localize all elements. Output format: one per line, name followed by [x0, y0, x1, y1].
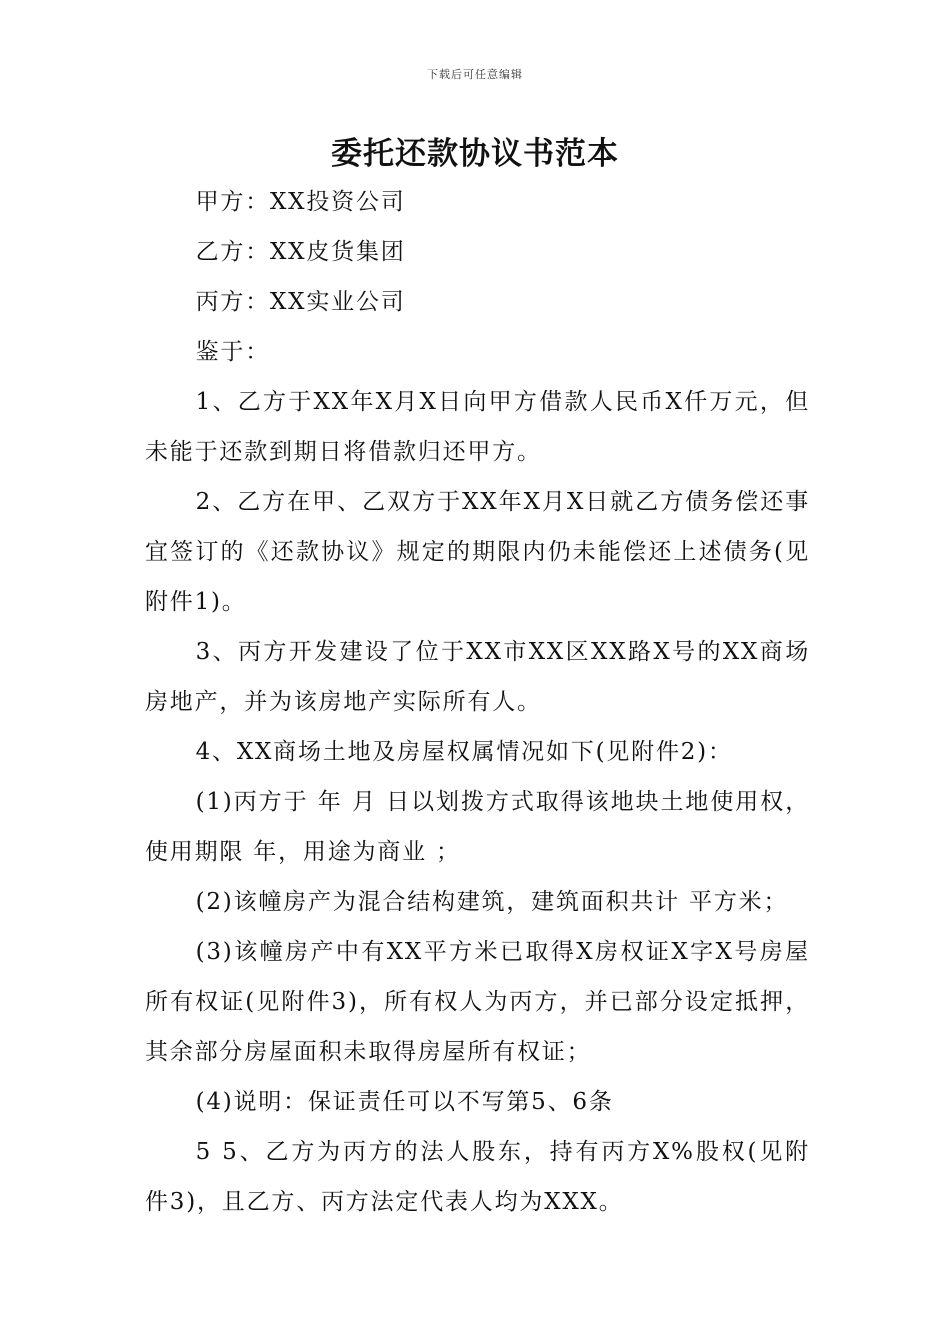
clause-5: 5 5、乙方为丙方的法人股东，持有丙方X%股权(见附件3)，且乙方、丙方法定代表人均为XXX。 [145, 1139, 810, 1215]
clause-4-item-2: (2)该幢房产为混合结构建筑，建筑面积共计 平方米； [195, 889, 789, 915]
party-c-line: 丙方：XX实业公司 [195, 289, 406, 315]
party-b-line: 乙方：XX皮货集团 [195, 239, 406, 265]
clause-3: 3、丙方开发建设了位于XX市XX区XX路X号的XX商场房地产，并为该房地产实际所有人。 [145, 639, 810, 715]
document-body [145, 177, 810, 1227]
party-a-line: 甲方：XX投资公司 [195, 189, 406, 215]
clause-2: 2、乙方在甲、乙双方于XX年X月X日就乙方债务偿还事宜签订的《还款协议》规定的期限内仍未能偿还上述债务(见附件1)。 [145, 489, 810, 615]
clause-4-item-4: (4)说明：保证责任可以不写第5、6条 [195, 1089, 614, 1115]
clause-4-item-1: (1)丙方于 年 月 日以划拨方式取得该地块土地使用权，使用期限 年，用途为商业 ； [145, 789, 810, 865]
whereas-heading: 鉴于： [195, 339, 270, 365]
clause-4-item-3: (3)该幢房产中有XX平方米已取得X房权证X字X号房屋所有权证(见附件3)，所有权人为丙方，并已部分设定抵押，其余部分房屋面积未取得房屋所有权证； [145, 939, 810, 1065]
clause-4: 4、XX商场土地及房屋权属情况如下(见附件2)： [195, 739, 733, 765]
document-title: 委托还款协议书范本 [331, 136, 619, 172]
clause-1: 1、乙方于XX年X月X日向甲方借款人民币X仟万元，但未能于还款到期日将借款归还甲方。 [145, 389, 810, 465]
header-note: 下载后可任意编辑 [427, 68, 523, 81]
